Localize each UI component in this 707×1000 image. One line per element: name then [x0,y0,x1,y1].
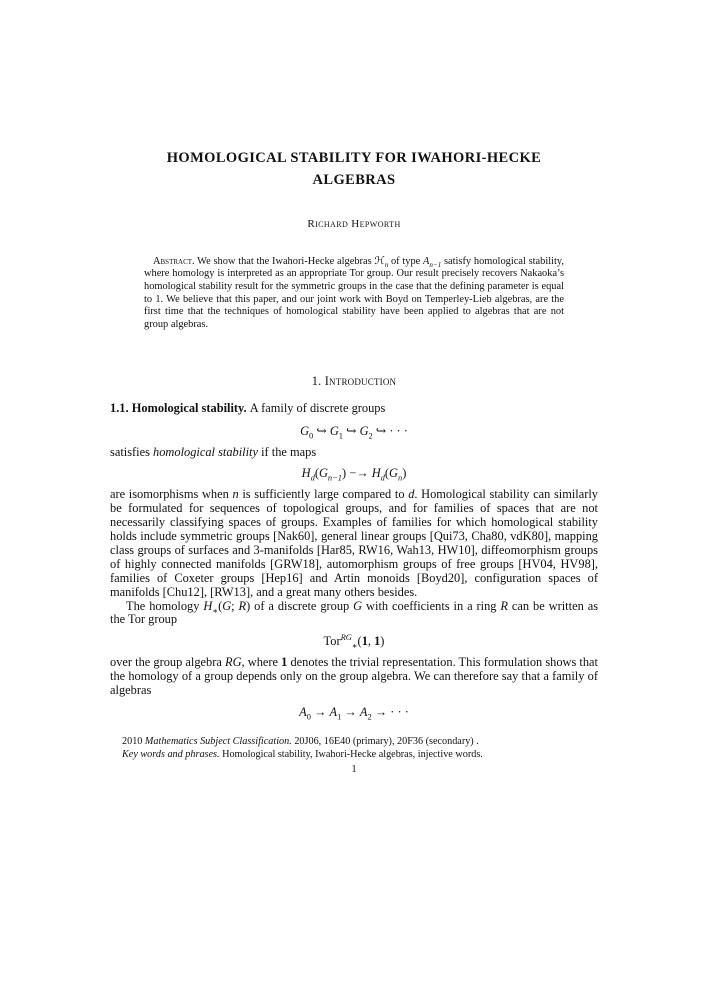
footnote-block [110,735,598,762]
equation-group-sequence: $G_0$ ↪ $G_1$ ↪ $G_2$ ↪ · · · [300,423,408,440]
equation-algebra-sequence: $A_0 \to A_1 \to A_2$ → · · · [299,704,409,722]
section-heading: 1. Introduction [311,373,397,388]
subsection-heading-paragraph: 1.1. Homological stability. A family of discrete groups [110,400,386,415]
equation-homology-maps: $H_d(G_{n-1}) -\to H_d(G_n)$ [301,466,407,483]
abstract: Abstract. We show that the Iwahori-Hecke algebras ℋ$_n$ of type $A_{n-1}$ satisfy homological stability, where homology is interpreted as an appropriate Tor group. Our result precisely recovers Nakaoka’s homological stability result for the symmetric groups in the case that the defining parameter is equal to 1. We believe that this paper, and our joint work with Boyd on Temperley-Lieb algebras, are the first time that the techniques of homological stability have been applied to algebras that are not group algebras. [144,255,564,330]
page-number: 1 [351,764,357,776]
footnote-keywords: Key words and phrases. Homological stability, Iwahori-Hecke algebras, injective words. [122,749,483,761]
equation-tor-group: Tor$^{RG}_∗$(1, 1) [323,632,385,651]
paragraph-homology-tor: The homology $H_∗(G$; R) of a discrete group G with coefficients in a ring R can be written as the Tor group [110,598,599,627]
paragraph-group-algebra: over the group algebra RG, where 1 denotes the trivial representation. This formulation shows that the homology of a group depends only on the group algebra. We can therefore say that a family of algebras [110,655,598,698]
paper-author: Richard Hepworth [307,217,401,230]
paper-title: HOMOLOGICAL STABILITY FOR IWAHORI-HECKE ALGEBRAS [166,150,542,188]
paper-content [110,148,598,775]
footnote-msc: 2010 Mathematics Subject Classification. 20J06, 16E40 (primary), 20F36 (secondary) . [122,735,479,747]
paragraph-isomorphisms: are isomorphisms when n is sufficiently large compared to d. Homological stability can similarly be formulated for sequences of topological groups, and for families of spaces that are not necessarily classifying spaces of groups. Examples of families for which homological stability holds include symmetric groups [Nak60], general linear groups [Qui73, Cha80, vdK80], mapping class groups of surfaces and 3-manifolds [Har85, RW16, Wah13, HW10], diffeomorphism groups of highly connected manifolds [GRW18], automorphism groups of free groups [HV04, HV98], families of Coxeter groups [Hep16] and Artin monoids [Boyd20], configuration spaces of manifolds [Chu12], [RW13], and a great many others besides. [110,487,599,599]
paragraph-satisfies: satisfies homological stability if the maps [110,444,317,459]
